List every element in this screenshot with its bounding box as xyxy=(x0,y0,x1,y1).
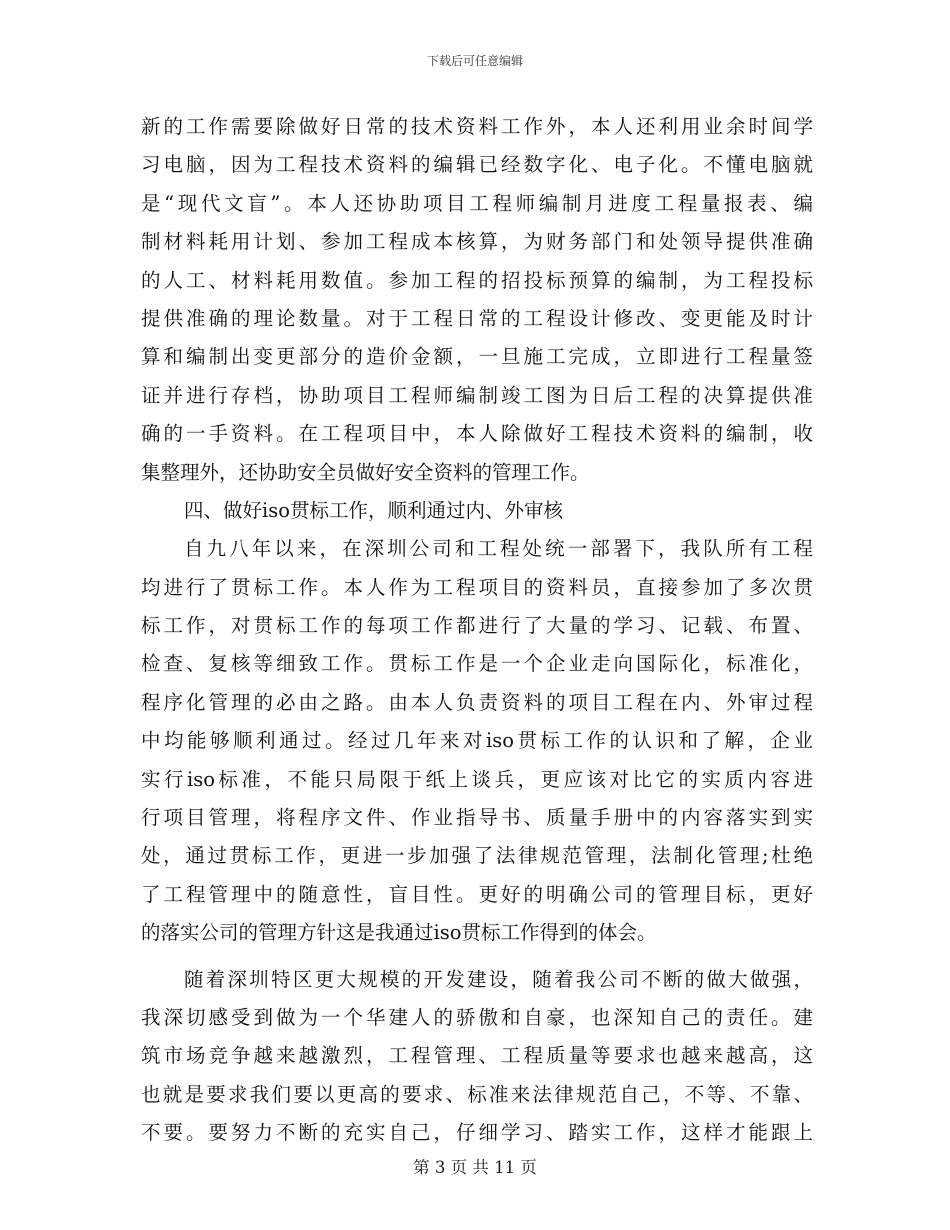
text-line: 行项目管理，将程序文件、作业指导书、质量手册中的内容落实到实 xyxy=(141,806,813,830)
section-heading: 四、做好iso贯标工作，顺利通过内、外审核 xyxy=(184,498,563,522)
text-line: 筑市场竞争越来越激烈，工程管理、工程质量等要求也越来越高，这 xyxy=(141,1044,813,1068)
text-line: 检查、复核等细致工作。贯标工作是一个企业走向国际化，标准化， xyxy=(141,652,813,676)
text-line: 制材料耗用计划、参加工程成本核算，为财务部门和处领导提供准确 xyxy=(141,230,813,254)
text-line: 提供准确的理论数量。对于工程日常的工程设计修改、变更能及时计 xyxy=(141,306,813,330)
text-line: 处，通过贯标工作，更进一步加强了法律规范管理，法制化管理;杜绝 xyxy=(141,844,813,868)
text-line: 中均能够顺利通过。经过几年来对iso贯标工作的认识和了解，企业 xyxy=(141,729,813,753)
text-line: 不要。要努力不断的充实自己，仔细学习、踏实工作，这样才能跟上 xyxy=(141,1121,813,1145)
text-line: 实行iso标准，不能只局限于纸上谈兵，更应该对比它的实质内容进 xyxy=(141,767,813,791)
text-line: 也就是要求我们要以更高的要求、标准来法律规范自己，不等、不靠、 xyxy=(141,1082,813,1106)
text-line: 新的工作需要除做好日常的技术资料工作外，本人还利用业余时间学 xyxy=(141,115,813,138)
page-header: 下载后可任意编辑 xyxy=(426,54,523,68)
text-line: 随着深圳特区更大规模的开发建设，随着我公司不断的做大做强， xyxy=(184,967,813,991)
text-line: 程序化管理的必由之路。由本人负责资料的项目工程在内、外审过程 xyxy=(141,690,813,714)
body-text xyxy=(141,108,813,1153)
text-line: 确的一手资料。在工程项目中，本人除做好工程技术资料的编制，收 xyxy=(141,422,813,446)
text-line: 习电脑，因为工程技术资料的编辑已经数字化、电子化。不懂电脑就 xyxy=(141,153,813,177)
text-line: 标工作，对贯标工作的每项工作都进行了大量的学习、记载、布置、 xyxy=(141,614,813,638)
text-line: 算和编制出变更部分的造价金额，一旦施工完成，立即进行工程量签 xyxy=(141,345,813,369)
paragraph-gap xyxy=(141,953,813,961)
text-line: 的人工、材料耗用数值。参加工程的招投标预算的编制，为工程投标 xyxy=(141,268,813,292)
text-line: 的落实公司的管理方针这是我通过iso贯标工作得到的体会。 xyxy=(141,921,657,945)
text-line: 我深切感受到做为一个华建人的骄傲和自豪，也深知自己的责任。建 xyxy=(141,1005,813,1029)
text-line: 均进行了贯标工作。本人作为工程项目的资料员，直接参加了多次贯 xyxy=(141,575,813,599)
text-line: 自九八年以来，在深圳公司和工程处统一部署下，我队所有工程 xyxy=(184,537,813,561)
text-line: 了工程管理中的随意性，盲目性。更好的明确公司的管理目标，更好 xyxy=(141,882,813,906)
page-number: 第 3 页 共 11 页 xyxy=(413,1158,537,1177)
text-line: 证并进行存档，协助项目工程师编制竣工图为日后工程的决算提供准 xyxy=(141,383,813,407)
text-line: 是“现代文盲”。本人还协助项目工程师编制月进度工程量报表、编 xyxy=(141,191,813,215)
text-line: 集整理外，还协助安全员做好安全资料的管理工作。 xyxy=(141,460,590,484)
